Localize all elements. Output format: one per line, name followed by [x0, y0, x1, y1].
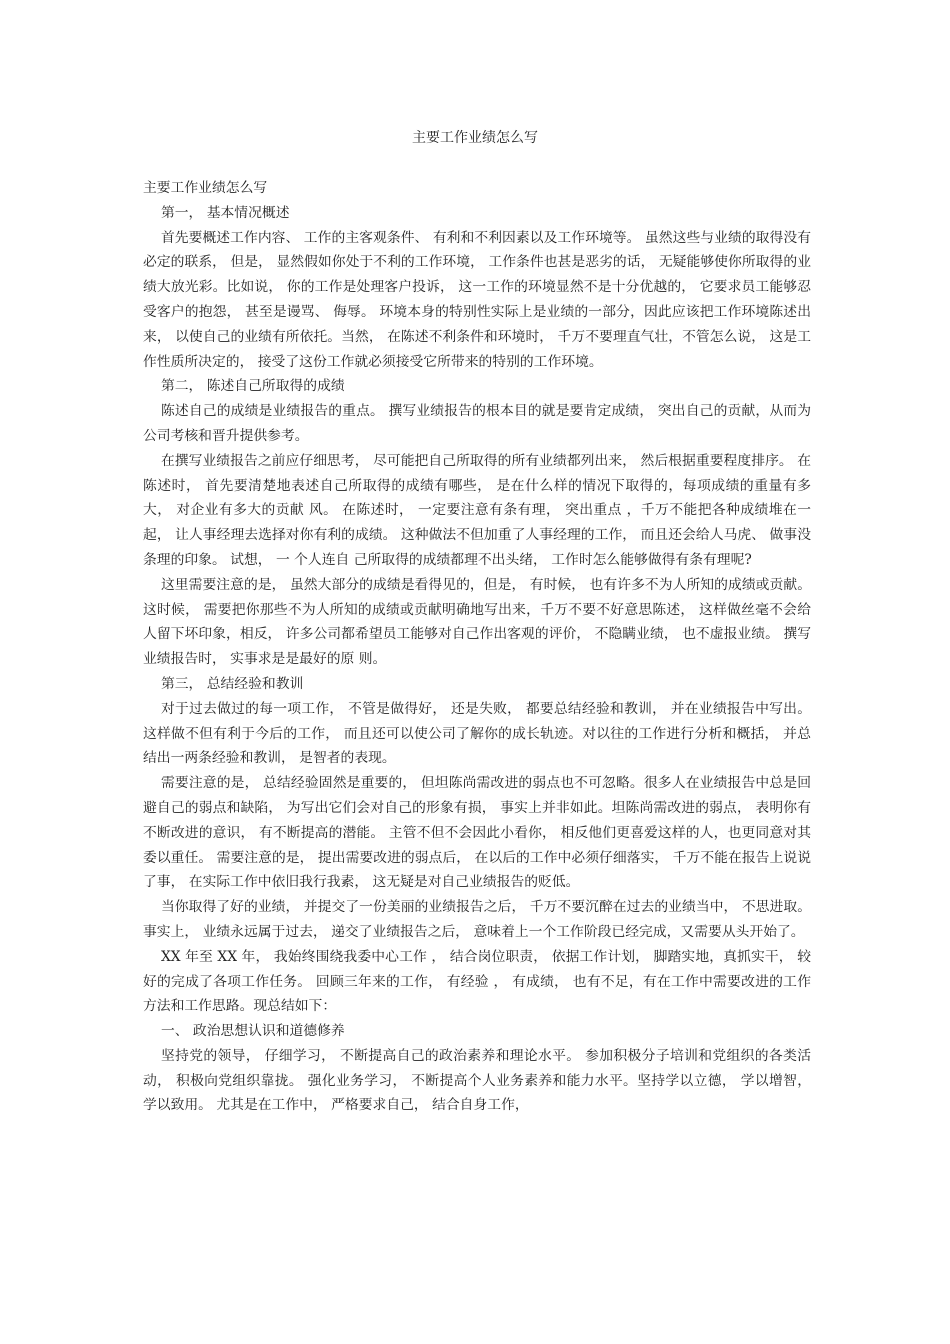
section-heading-2: 第二， 陈述自己所取得的成绩: [160, 378, 345, 395]
section-heading-1: 第一， 基本情况概述: [160, 204, 290, 221]
document-title: 主要工作业绩怎么写: [412, 130, 538, 146]
document-body: [143, 176, 811, 1118]
section-heading-3: 第三， 总结经验和教训: [160, 675, 304, 692]
paragraph: 当你取得了好的业绩， 并提交了一份美丽的业绩报告之后， 千万不要沉醉在过去的业绩当中， 不思进取。 事实上， 业绩永远属于过去， 递交了业绩报告之后， 意味着上一个工作阶段已经完成，又需要从头开始了。: [143, 899, 811, 940]
paragraph: 需要注意的是， 总结经验固然是重要的， 但坦陈尚需改进的弱点也不可忽略。很多人在业绩报告中总是回避自己的弱点和缺陷， 为写出它们会对自己的形象有损， 事实上并非如此。坦陈尚需改进的弱点， 表明你有不断改进的意识， 有不断提高的潜能。 主管不但不会因此小看你， 相反他们更喜爱这样的人，也更同意对其委以重任。 需要注意的是， 提出需要改进的弱点后， 在以后的工作中必须仔细落实， 千万不能在报告上说说了事， 在实际工作中依旧我行我素， 这无疑是对自己业绩报告的贬低。: [143, 775, 811, 891]
document-subtitle: 主要工作业绩怎么写: [143, 180, 268, 196]
paragraph: 在撰写业绩报告之前应仔细思考， 尽可能把自己所取得的所有业绩都列出来， 然后根据重要程度排序。 在陈述时， 首先要清楚地表述自己所取得的成绩有哪些， 是在什么样的情况下取得的，每项成绩的重量有多大， 对企业有多大的贡献 风。 在陈述时， 一定要注意有条有理， 突出重点 ，千万不能把各种成绩堆在一起， 让人事经理去选择对你有利的成绩。 这种做法不但加重了人事经理的工作， 而且还会给人马虎、 做事没条理的印象。 试想， 一 个人连自 己所取得的成绩都理不出头绪， 工作时怎么能够做得有条有理呢?: [143, 452, 811, 568]
paragraph: 对于过去做过的每一项工作， 不管是做得好， 还是失败， 都要总结经验和教训， 并在业绩报告中写出。 这样做不但有利于今后的工作， 而且还可以使公司了解你的成长轨迹。对以往的工作进行分析和概括， 并总结出一两条经验和教训， 是智者的表现。: [143, 700, 811, 767]
paragraph: 首先要概述工作内容、 工作的主客观条件、 有利和不利因素以及工作环境等。 虽然这些与业绩的取得没有必定的联系， 但是， 显然假如你处于不利的工作环境， 工作条件也甚是恶劣的话， 无疑能够使你所取得的业绩大放光彩。比如说， 你的工作是处理客户投诉， 这一工作的环境显然不是十分优越的， 它要求员工能够忍受客户的抱怨， 甚至是谩骂、 侮辱。 环境本身的特别性实际上是业绩的一部分，因此应该把工作环境陈述出来， 以使自己的业绩有所依托。当然， 在陈述不利条件和环境时， 千万不要理直气壮，不管怎么说， 这是工作性质所决定的， 接受了这份工作就必须接受它所带来的特别的工作环境。: [143, 229, 811, 370]
paragraph: 这里需要注意的是， 虽然大部分的成绩是看得见的，但是， 有时候， 也有许多不为人所知的成绩或贡献。 这时候， 需要把你那些不为人所知的成绩或贡献明确地写出来，千万不要不好意思陈述， 这样做丝毫不会给人留下坏印象，相反， 许多公司都希望员工能够对自己作出客观的评价， 不隐瞒业绩， 也不虚报业绩。 撰写业绩报告时， 实事求是是最好的原 则。: [143, 576, 811, 668]
paragraph: XX 年至 XX 年， 我始终围绕我委中心工作 ， 结合岗位职责， 依据工作计划， 脚踏实地，真抓实干， 较好的完成了各项工作任务。 回顾三年来的工作， 有经验 ， 有成绩， 也有不足，有在工作中需要改进的工作方法和工作思路。现总结如下：: [143, 948, 811, 1015]
section-heading-4: 一、 政治思想认识和道德修养: [160, 1023, 345, 1040]
paragraph: 坚持党的领导， 仔细学习， 不断提高自己的政治素养和理论水平。 参加积极分子培训和党组织的各类活动， 积极向党组织靠拢。 强化业务学习， 不断提高个人业务素养和能力水平。坚持学以立德， 学以增智， 学以致用。 尤其是在工作中， 严格要求自己， 结合自身工作，: [143, 1047, 811, 1114]
paragraph: 陈述自己的成绩是业绩报告的重点。 撰写业绩报告的根本目的就是要肯定成绩， 突出自己的贡献，从而为公司考核和晋升提供参考。: [143, 403, 811, 444]
